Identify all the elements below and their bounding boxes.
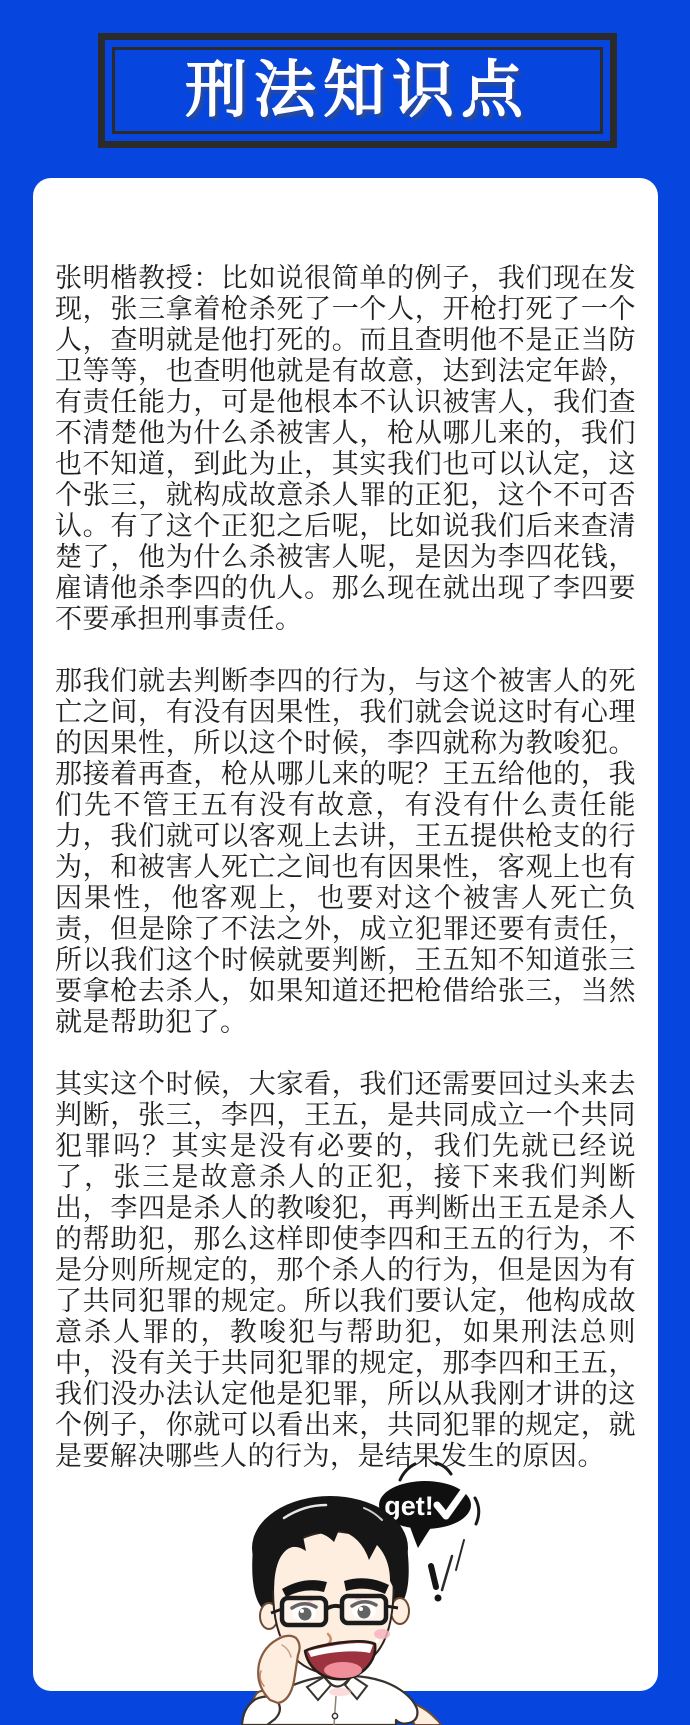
professor-mascot bbox=[212, 1448, 542, 1725]
paragraph-2: 那我们就去判断李四的行为，与这个被害人的死亡之间，有没有因果性，我们就会说这时有心理的因果性，所以这个时候，李四就称为教唆犯。那接着再查，枪从哪儿来的呢？王五给他的，我们先不管王五有没有故意，有没有什么责任能力，我们就可以客观上去讲，王五提供枪支的行为，和被害人死亡之间也有因果性，客观上也有因果性，他客观上，也要对这个被害人死亡负责，但是除了不法之外，成立犯罪还要有责任，所以我们这个时候就要判断，王五知不知道张三要拿枪去杀人，如果知道还把枪借给张三，当然就是帮助犯了。 bbox=[55, 666, 636, 1037]
paragraph-3: 其实这个时候，大家看，我们还需要回过头来去判断，张三，李四，王五，是共同成立一个共同犯罪吗？其实是没有必要的，我们先就已经说了，张三是故意杀人的正犯，接下来我们判断出，李四是杀人的教唆犯，再判断出王五是杀人的帮助犯，那么这样即使李四和王五的行为，不是分则所规定的，那个杀人的行为，但是因为有了共同犯罪的规定。所以我们要认定，他构成故意杀人罪的，教唆犯与帮助犯，如果刑法总则中，没有关于共同犯罪的规定，那李四和王五，我们没办法认定他是犯罪，所以从我刚才讲的这个例子，你就可以看出来，共同犯罪的规定，就是要解决哪些人的行为，是结果发生的原因。 bbox=[55, 1069, 636, 1471]
mouth bbox=[305, 1641, 375, 1679]
title-box bbox=[98, 33, 617, 148]
page-title: 刑法知识点 bbox=[184, 55, 530, 125]
speech-bubble-text: get! bbox=[384, 1491, 434, 1521]
paragraph-1: 张明楷教授：比如说很简单的例子，我们现在发现，张三拿着枪杀死了一个人，开枪打死了一个人，查明就是他打死的。而且查明他不是正当防卫等等，也查明他就是有故意，达到法定年龄，有责任能力，可是他根本不认识被害人，我们查不清楚他为什么杀被害人，枪从哪儿来的，我们也不知道，到此为止，其实我们也可以认定，这个张三，就构成故意杀人罪的正犯，这个不可否认。有了这个正犯之后呢，比如说我们后来查清楚了，他为什么杀被害人呢，是因为李四花钱，雇请他杀李四的仇人。那么现在就出现了李四要不要承担刑事责任。 bbox=[55, 263, 636, 634]
title-box-inner-border bbox=[112, 47, 603, 134]
